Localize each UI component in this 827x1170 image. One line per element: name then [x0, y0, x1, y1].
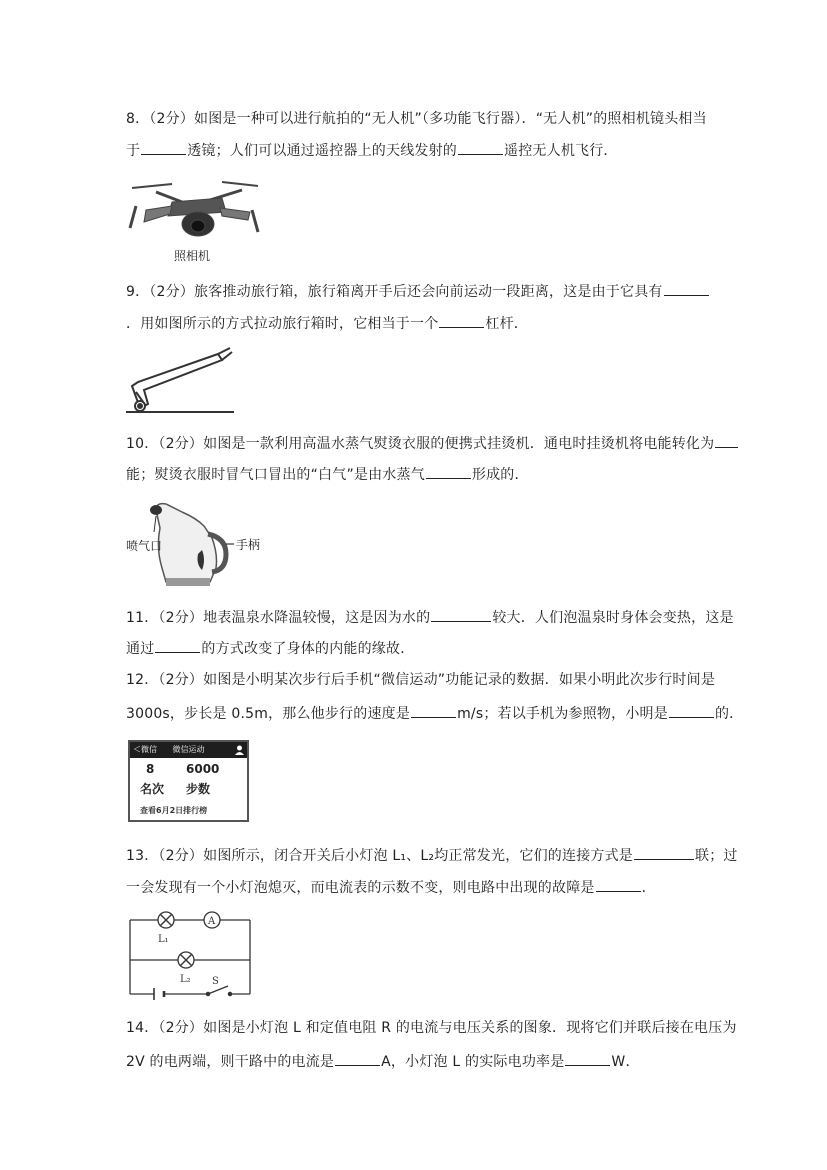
user-icon [235, 745, 244, 755]
question-text: 遥控无人机飞行． [504, 143, 618, 159]
answer-blank [141, 139, 186, 155]
question-text: 9．（2分）旅客推动旅行箱，旅行箱离开手后还会向前运动一段距离，这是由于它具有 [126, 284, 663, 300]
answer-blank [664, 280, 709, 296]
answer-blank [715, 432, 738, 448]
q9-line-2 [126, 312, 528, 334]
ammeter-label: A [208, 916, 216, 927]
answer-blank [411, 702, 456, 718]
q9-line-1 [126, 280, 710, 302]
q11-line-2 [126, 637, 414, 659]
q13-line-2 [126, 876, 656, 898]
circuit-figure [126, 906, 256, 1002]
suitcase-figure [126, 346, 236, 416]
wechat-title: 微信运动 [172, 745, 205, 754]
q12-line-1 [126, 670, 715, 690]
switch-label: S [212, 976, 219, 987]
l1-label: L₁ [158, 934, 169, 945]
l2-label: L₂ [180, 974, 191, 985]
answer-blank [669, 702, 714, 718]
drone-camera-label: 照相机 [174, 249, 211, 263]
question-text: W． [611, 1054, 640, 1070]
q11-line-1 [126, 606, 734, 628]
question-text: 透镜；人们可以通过遥控器上的天线发射的 [187, 143, 458, 159]
answer-blank [155, 637, 200, 653]
question-text: m/s；若以手机为参照物，小明是 [457, 706, 668, 722]
question-text: A，小灯泡 L 的实际电功率是 [381, 1054, 565, 1070]
answer-blank [596, 876, 641, 892]
answer-blank [426, 463, 471, 479]
q13-line-1 [126, 844, 738, 866]
lamp-l2-icon [178, 952, 194, 968]
wechat-rank-label: 名次 [140, 782, 165, 796]
question-text: 能；熨烫衣服时冒气口冒出的“白气”是由水蒸气 [126, 467, 425, 483]
q10-line-1 [126, 432, 739, 454]
lamp-l1-icon [158, 912, 174, 928]
answer-blank [634, 844, 694, 860]
question-text: 较大．人们泡温泉时身体会变热，这是 [492, 610, 734, 626]
q10-line-2 [126, 463, 529, 485]
drone-figure [126, 176, 266, 264]
wechat-title-bar [130, 742, 247, 758]
wechat-ranking-link: 查看6月2日排行榜 [140, 806, 208, 815]
answer-blank [335, 1050, 380, 1066]
steamer-image [150, 504, 234, 586]
wechat-steps-value: 6000 [186, 762, 220, 776]
q8-line-1 [126, 109, 707, 129]
steamer-nozzle-label: 喷气口 [126, 539, 163, 553]
question-text: 于 [126, 143, 141, 159]
wechat-steps-label: 步数 [186, 782, 211, 796]
question-text: 的方式改变了身体的内能的缘故． [201, 641, 415, 657]
wechat-sport-figure [128, 740, 249, 822]
q12-line-2 [126, 702, 743, 724]
question-text: 3000s，步长是 0.5m，那么他步行的速度是 [126, 706, 411, 722]
answer-blank [431, 606, 491, 622]
wechat-back-link: ＜微信 [133, 745, 157, 754]
question-text: 联；过 [695, 848, 738, 864]
steamer-figure [126, 498, 266, 590]
drone-image [130, 182, 258, 236]
answer-blank [565, 1050, 610, 1066]
suitcase-image [126, 348, 234, 412]
question-text: 的． [714, 706, 744, 722]
question-text: 10．（2分）如图是一款利用高温水蒸气熨烫衣服的便携式挂烫机．通电时挂烫机将电能转化为 [126, 436, 715, 452]
question-text: 形成的． [471, 467, 529, 483]
question-text: ． [641, 880, 656, 896]
question-text: 一会发现有一个小灯泡熄灭，而电流表的示数不变，则电路中出现的故障是 [126, 880, 595, 896]
question-text: 通过 [126, 641, 155, 657]
question-text: 13．（2分）如图所示，闭合开关后小灯泡 L₁、L₂均正常发光，它们的连接方式是 [126, 848, 633, 864]
q8-line-2 [126, 139, 618, 161]
battery-icon [154, 988, 164, 1000]
question-text: 杠杆． [485, 316, 529, 332]
steamer-handle-label: 手柄 [236, 538, 261, 552]
question-text: 12．（2分）如图是小明某次步行后手机“微信运动”功能记录的数据．如果小明此次步行时间是 [126, 672, 716, 688]
answer-blank [458, 139, 503, 155]
question-text: 11．（2分）地表温泉水降温较慢，这是因为水的 [126, 610, 431, 626]
question-text: ．用如图所示的方式拉动旅行箱时，它相当于一个 [126, 316, 439, 332]
question-text: 8．（2分）如图是一种可以进行航拍的“无人机”（多功能飞行器）．“无人机”的照相机镜头相当 [126, 111, 707, 127]
q14-line-1 [126, 1018, 737, 1038]
wechat-rank-value: 8 [146, 762, 155, 776]
answer-blank [439, 312, 484, 328]
switch-icon [206, 986, 231, 996]
q14-line-2 [126, 1050, 640, 1072]
question-text: 14．（2分）如图是小灯泡 L 和定值电阻 R 的电流与电压关系的图象．现将它们并联后接在电压为 [126, 1020, 737, 1036]
question-text: 2V 的电两端，则干路中的电流是 [126, 1054, 335, 1070]
